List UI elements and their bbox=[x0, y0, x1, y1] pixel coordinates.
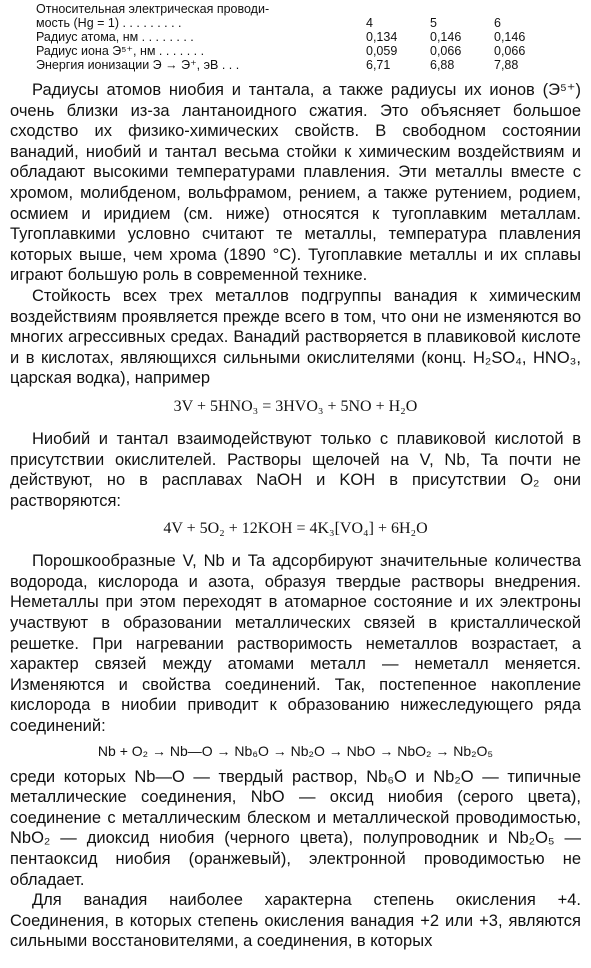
table-cell-value: 0,066 bbox=[494, 44, 526, 58]
document-page bbox=[0, 2, 591, 968]
properties-table bbox=[36, 2, 558, 72]
table-cell-value: 0,066 bbox=[430, 44, 462, 58]
table-cell-value bbox=[494, 2, 558, 16]
paragraph-chemical-resistance: Стойкость всех трех металлов подгруппы ванадия к химическим воздействиям проявляется прежде всего в том, что они не изменяются во многих агрессивных средах. Ванадий растворяется в плавиковой кислоте и в кислотах, являющихся сильными окислителями (конц. H₂SO₄, HNO₃, царская водка), например bbox=[10, 286, 581, 388]
table-cell-value: 5 bbox=[430, 16, 437, 30]
equation-niobium-oxide-series: Nb + O₂ → Nb—O → Nb₆O → Nb₂O → NbO → NbO₂ → Nb₂O₅ bbox=[97, 742, 494, 759]
paragraph-niobium-compounds: среди которых Nb—O — твердый раствор, Nb₆O и Nb₂O — типичные металлические соединения, NbO — оксид ниобия (серого цвета), соединение с металлическим блеском и металлической проводимостью, NbO₂ — диоксид ниобия (черного цвета), полупроводник и Nb₂O₅ — пентаоксид ниобия (оранжевый), электронной проводимостью не обладает. bbox=[10, 767, 581, 889]
table-cell-value: 0,146 bbox=[430, 30, 462, 44]
table-cell-value: 0,146 bbox=[494, 30, 526, 44]
paragraph-powder-adsorption: Порошкообразные V, Nb и Ta адсорбируют значительные количества водорода, кислорода и азота, образуя твердые растворы внедрения. Неметаллы при этом переходят в атомарное состояние и их электроны участвуют в образовании металлических связей в кристаллической решетке. При нагревании растворимость неметаллов возрастает, а характер связей между атомами металл — неметалл меняется. Изменяются и свойства соединений. Так, постепенное накопление кислорода в ниобии приводит к образованию нижеследующего ряда соединений: bbox=[10, 552, 581, 736]
table-row bbox=[36, 16, 558, 30]
table-cell-value: 0,059 bbox=[366, 44, 398, 58]
paragraph-vanadium-oxidation: Для ванадия наиболее характерна степень окисления +4. Соединения, в которых степень окисления ванадия +2 или +3, являются сильными восстановителями, а соединения, в которых bbox=[10, 891, 581, 951]
table-cell-value: 6,71 bbox=[366, 58, 391, 72]
equation-vanadium-nitric-acid: 3V + 5HNO₃ = 3HVO₃ + 5NO + H₂O bbox=[173, 397, 418, 415]
table-row bbox=[36, 2, 558, 16]
table-cell-value: 7,88 bbox=[494, 58, 519, 72]
table-row bbox=[36, 44, 558, 58]
table-cell-value: 0,134 bbox=[366, 30, 398, 44]
table-cell-value: 4 bbox=[366, 16, 373, 30]
table-row bbox=[36, 58, 558, 72]
table-cell-value bbox=[430, 2, 494, 16]
table-row bbox=[36, 30, 558, 44]
table-row-label: Радиус атома, нм . . . . . . . . bbox=[36, 30, 194, 44]
table-cell-value bbox=[366, 2, 430, 16]
paragraph-niobium-tantalum: Ниобий и тантал взаимодействуют только с плавиковой кислотой в присутствии окислителей. Растворы щелочей на V, Nb, Ta почти не действуют, но в расплавах NaOH и KOH в присутствии O₂ они растворяются: bbox=[10, 429, 581, 510]
table-cell-value: 6,88 bbox=[430, 58, 455, 72]
table-row-label: Относительная электрическая проводи- bbox=[36, 2, 270, 16]
paragraph-lanthanide-contraction: Радиусы атомов ниобия и тантала, а также радиусы их ионов (Э⁵⁺) очень близки из-за лантаноидного сжатия. Это объясняет большое сходство их физико-химических свойств. В свободном состоянии ванадий, ниобий и тантал весьма стойки к химическим воздействиям и обладают высокими температурами плавления. Эти металлы вместе с хромом, молибденом, вольфрамом, рением, а также рутением, родием, осмием и иридием (см. ниже) относятся к тугоплавким металлам. Тугоплавкими условно считают те металлы, температура плавления которых выше, чем хрома (1890 °С). Тугоплавкие металлы и их сплавы играют большую роль в современной технике. bbox=[10, 81, 581, 285]
table-row-label: мость (Hg = 1) . . . . . . . . . bbox=[36, 16, 182, 30]
table-cell-value: 6 bbox=[494, 16, 501, 30]
table-row-label: Энергия ионизации Э → Э⁺, эВ . . . bbox=[36, 58, 240, 72]
equation-alkali-melt: 4V + 5O₂ + 12KOH = 4K₃[VO₄] + 6H₂O bbox=[163, 520, 428, 538]
table-row-label: Радиус иона Э⁵⁺, нм . . . . . . . bbox=[36, 44, 205, 58]
